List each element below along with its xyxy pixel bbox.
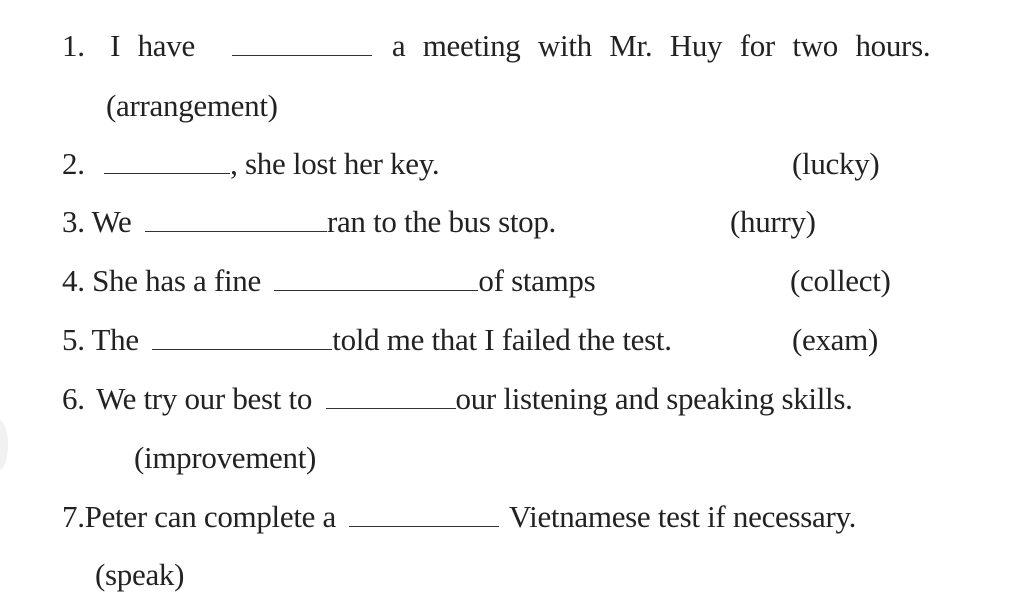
answer-blank-1[interactable] [232, 33, 372, 56]
item-number: 2. [62, 146, 85, 181]
item-text-before: We [91, 204, 132, 239]
item-text-before: The [91, 322, 139, 357]
item-text-after: of stamps [478, 263, 596, 298]
exercise-item-1 [62, 28, 930, 64]
item-number: 4. [62, 263, 85, 298]
answer-blank-3[interactable] [145, 209, 327, 232]
answer-blank-7[interactable] [349, 504, 499, 527]
answer-blank-2[interactable] [104, 151, 230, 174]
item-number: 7. [62, 499, 85, 534]
exercise-item-3 [62, 204, 556, 240]
exercise-item-6 [62, 381, 853, 417]
word-hint-3: (hurry) [730, 204, 816, 239]
word-hint-6: (improvement) [134, 440, 317, 475]
exercise-item-4 [62, 263, 595, 299]
exercise-item-2 [62, 146, 439, 182]
edge-shadow [0, 420, 8, 470]
item-text-before: I have [110, 28, 195, 63]
item-number: 1. [62, 28, 85, 63]
item-number: 3. [62, 204, 85, 239]
item-text-before: We try our best to [96, 381, 313, 416]
item-text-after: , she lost her key. [230, 146, 440, 181]
item-text-after: Vietnamese test if necessary. [508, 499, 857, 534]
answer-blank-4[interactable] [274, 268, 478, 291]
item-number: 6. [62, 381, 85, 416]
item-text-before: She has a fine [92, 263, 261, 298]
exercise-item-7 [62, 499, 856, 535]
word-hint-7: (speak) [95, 557, 185, 592]
word-hint-5: (exam) [792, 322, 878, 357]
answer-blank-6[interactable] [326, 386, 456, 409]
word-hint-4: (collect) [790, 263, 891, 298]
answer-blank-5[interactable] [152, 327, 332, 350]
word-hint-2: (lucky) [792, 146, 880, 181]
word-hint-1: (arrangement) [106, 88, 278, 123]
item-text-after: told me that I failed the test. [332, 322, 672, 357]
item-number: 5. [62, 322, 85, 357]
item-text-after: our listening and speaking skills. [455, 381, 853, 416]
exercise-item-5 [62, 322, 672, 358]
item-text-before: Peter can complete a [84, 499, 336, 534]
item-text-after: a meeting with Mr. Huy for two hours. [391, 28, 931, 63]
item-text-after: ran to the bus stop. [326, 204, 556, 239]
